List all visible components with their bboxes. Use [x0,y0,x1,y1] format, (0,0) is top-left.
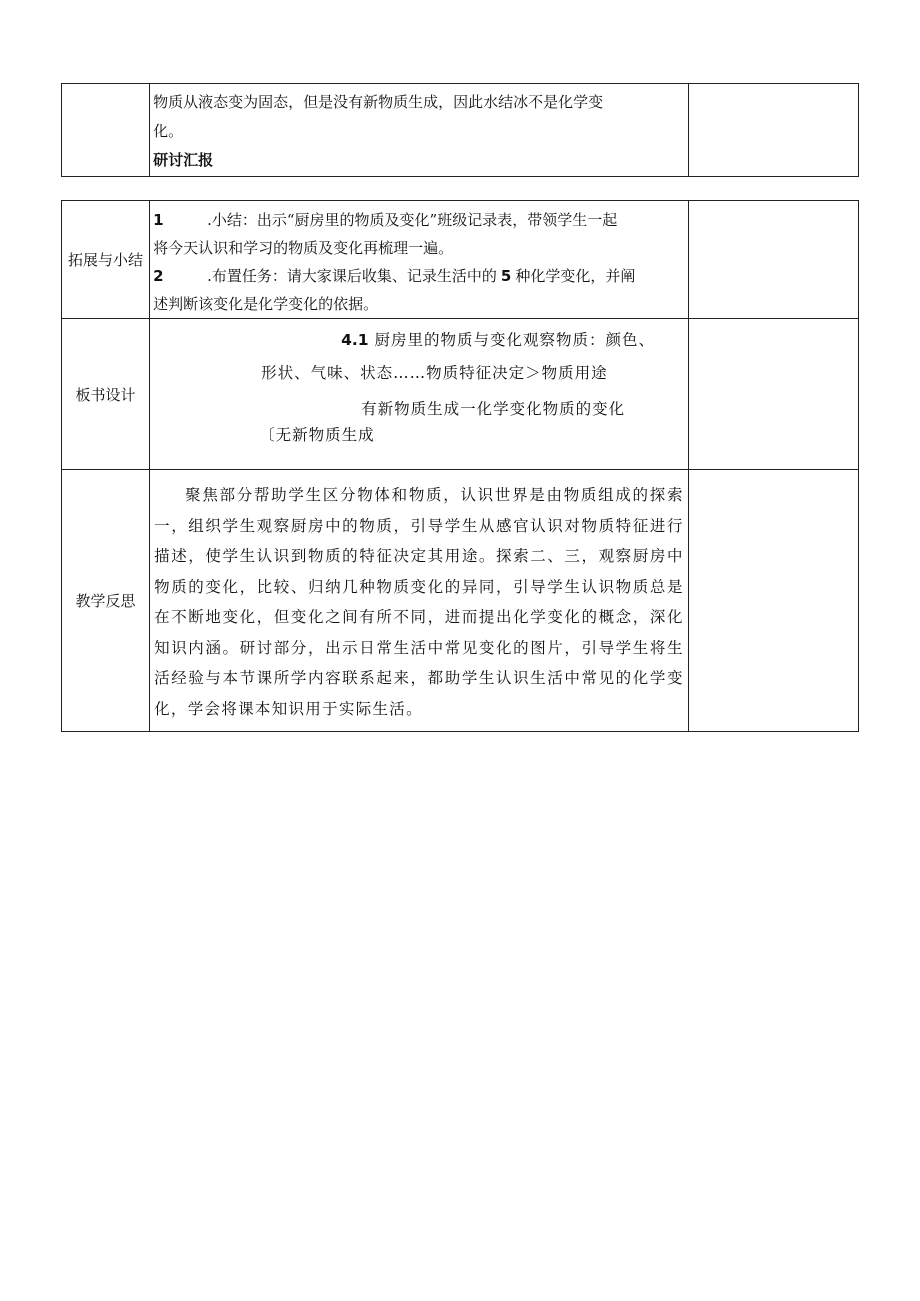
table-row-reflection [62,470,859,732]
board-design [150,319,688,469]
item-count: 5 [500,267,512,285]
table-row-summary [62,201,859,319]
reflection-text: 聚焦部分帮助学生区分物体和物质，认识世界是由物质组成的探索一，组织学生观察厨房中的物质，引导学生从感官认识对物质特征进行描述，使学生认识到物质的特征决定其用途。探索二、三，观察厨房中物质的变化，比较、归纳几种物质变化的异同，引导学生认识物质总是在不断地变化，但变化之间有所不同，进而提出化学变化的概念，深化知识内涵。研讨部分，出示日常生活中常见变化的图片，引导学生将生活经验与本节课所学内容联系起来，都助学生认识生活中常见的化学变化，学会将课本知识用于实际生活。 [154,486,684,718]
note-cell [688,201,858,319]
note-cell [688,470,858,732]
table-row [62,84,859,177]
item-text: .小结：出示“厨房里的物质及变化”班级记录表，带领学生一起 [207,211,618,229]
lesson-table-top [61,83,859,177]
content-cell [150,319,689,470]
content-cell [150,201,689,319]
conclusion-line-1: 物质从液态变为固态，但是没有新物质生成，因此水结冰不是化学变 [153,93,604,111]
board-line-1-text: 厨房里的物质与变化观察物质：颜色、 [374,331,656,349]
board-line-3: 有新物质生成一化学变化物质的变化 [361,400,626,418]
item-text: 种化学变化，并阐 [515,267,636,285]
section-heading-discussion: 研讨汇报 [153,151,214,169]
label-board-design: 板书设计 [62,319,150,470]
conclusion-line-2: 化。 [153,122,184,140]
content-cell [150,84,689,177]
summary-item-1 [153,206,684,234]
item-text: .布置任务：请大家课后收集、记录生活中的 [207,267,497,285]
note-cell [688,84,858,177]
item-number: 1 [153,211,164,229]
summary-item-1-cont: 将今天认识和学习的物质及变化再梳理一遍。 [153,239,454,257]
board-line-2: 形状、气味、状态……物质特征决定＞物质用途 [261,364,608,382]
item-number: 2 [153,267,164,285]
table-row-board [62,319,859,470]
label-teaching-reflection: 教学反思 [62,470,150,732]
summary-item-2-cont: 述判断该变化是化学变化的依据。 [153,295,379,313]
summary-item-2 [153,262,684,290]
note-cell [688,319,858,470]
label-extension-summary: 拓展与小结 [62,201,150,319]
label-cell-empty [62,84,150,177]
content-cell [150,470,689,732]
board-line-1 [341,328,655,350]
board-line-4: 〔无新物质生成 [259,426,375,444]
lesson-table-bottom [61,200,859,732]
board-section-number: 4.1 [341,331,369,349]
